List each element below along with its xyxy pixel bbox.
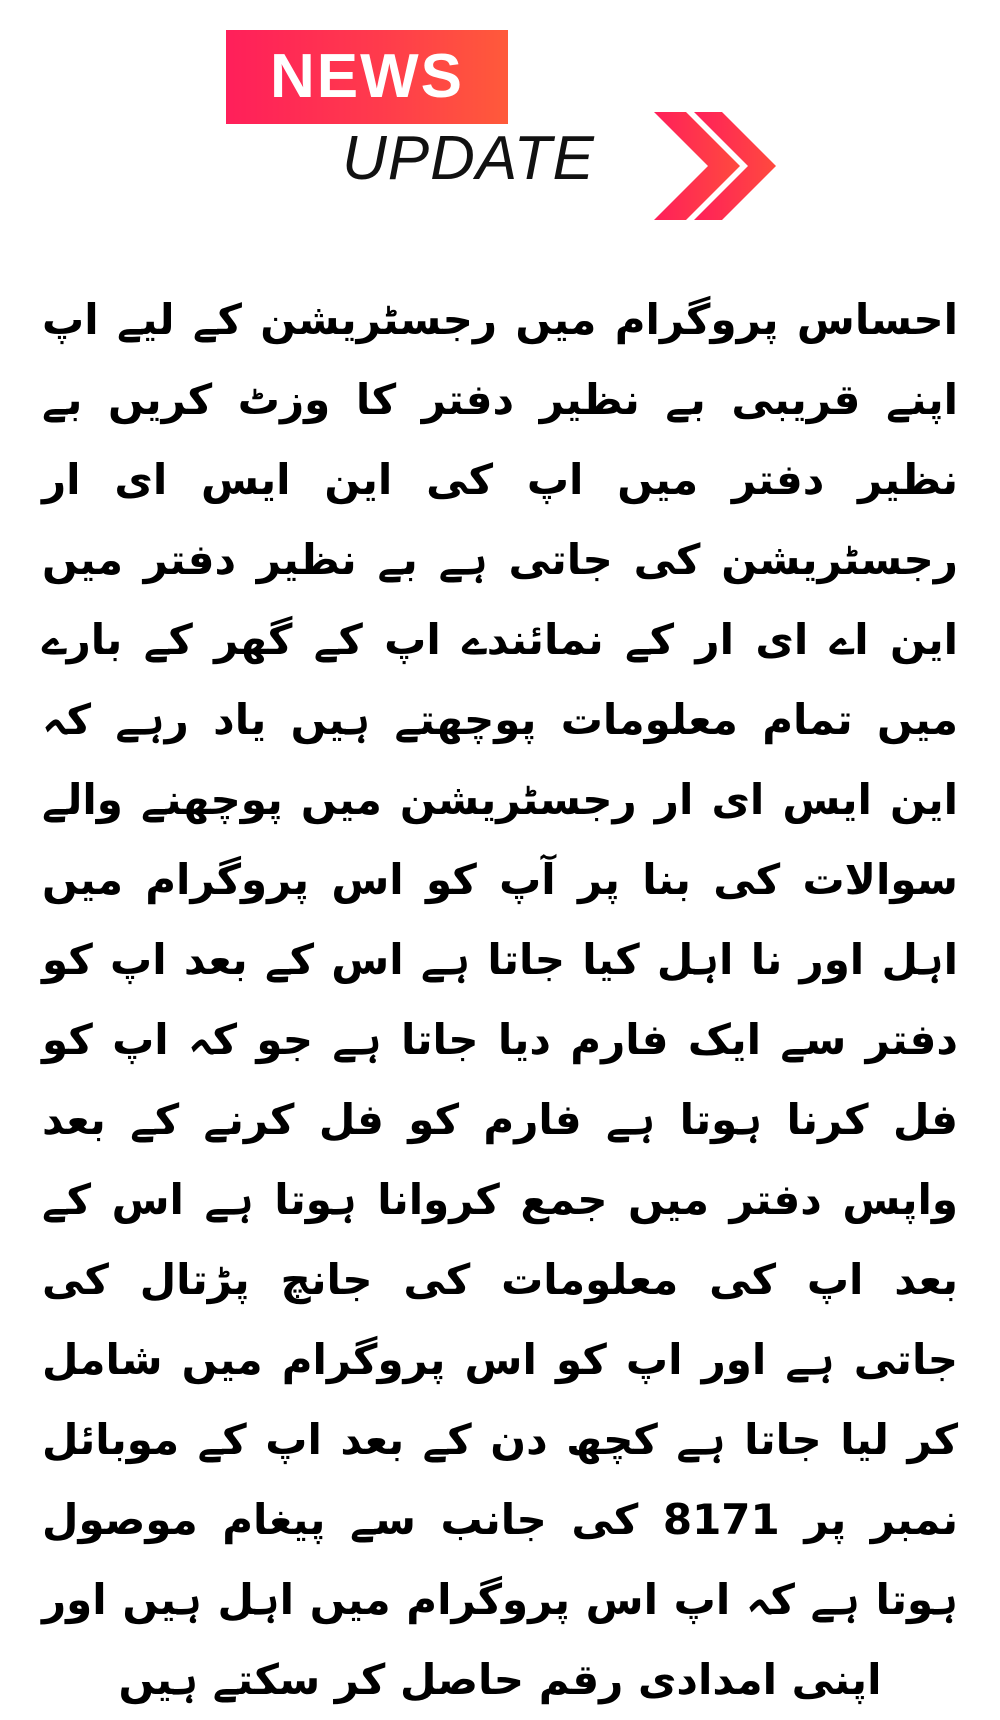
news-badge-label: NEWS (270, 42, 464, 111)
article-body: احساس پروگرام میں رجسٹریشن کے لیے اپ اپنے قریبی بے نظیر دفتر کا وزٹ کریں بے نظیر دفتر میں اپ کی این ایس ای ار رجسٹریشن کی جاتی ہے بے نظیر دفتر میں این اے ای ار کے نمائندے اپ کے گھر کے بارے میں تمام معلومات پوچھتے ہیں یاد رہے کہ این ایس ای ار رجسٹریشن میں پوچھنے والے سوالات کی بنا پر آپ کو اس پروگرام میں اہل اور نا اہل کیا جاتا ہے اس کے بعد اپ کو دفتر سے ایک فارم دیا جاتا ہے جو کہ اپ کو فل کرنا ہوتا ہے فارم کو فل کرنے کے بعد واپس دفتر میں جمع کروانا ہوتا ہے اس کے بعد اپ کی معلومات کی جانچ پڑتال کی جاتی ہے اور اپ کو اس پروگرام میں شامل کر لیا جاتا ہے کچھ دن کے بعد اپ کے موبائل نمبر پر 8171 کی جانب سے پیغام موصول ہوتا ہے کہ اپ اس پروگرام میں اہل ہیں اور اپنی امدادی رقم حاصل کر سکتے ہیں (42, 295, 958, 1704)
news-badge (226, 30, 508, 124)
double-chevron-right-icon (650, 108, 780, 224)
update-subtitle: UPDATE (342, 124, 595, 193)
